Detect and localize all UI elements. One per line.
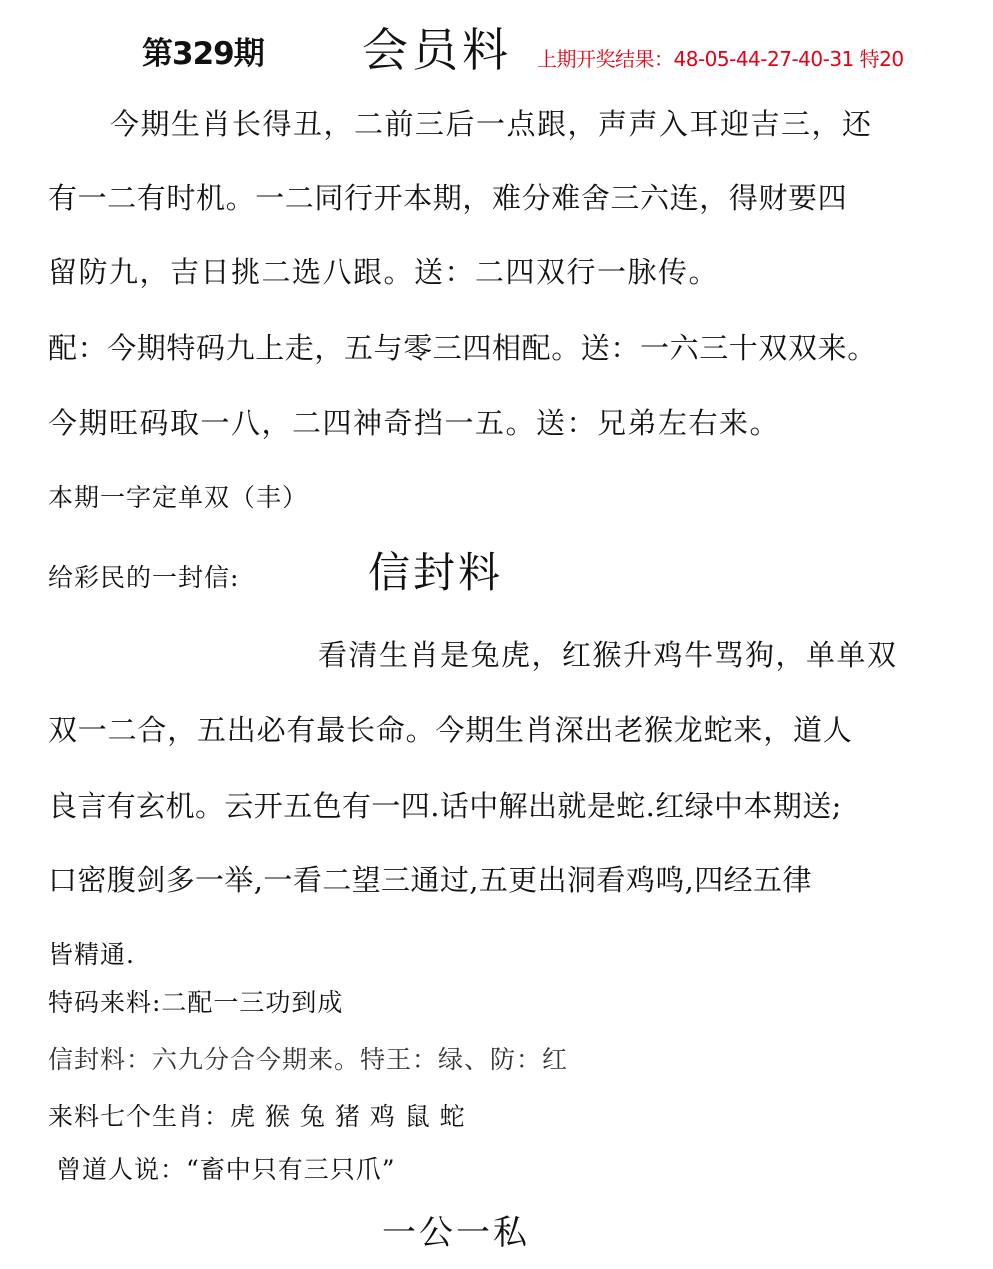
member-line-3: 留防九，吉日挑二选八跟。送：二四双行一脉传。: [48, 255, 720, 289]
footer-text: 一公一私: [382, 1213, 530, 1253]
letter-line-4: 口密腹剑多一举,一看二望三通过,五更出洞看鸡鸣,四经五律: [48, 863, 812, 897]
member-line-2: 有一二有时机。一二同行开本期，难分难舍三六连，得财要四: [48, 181, 848, 215]
special-code-line: 特码来料:二配一三功到成: [48, 988, 344, 1017]
quote-line: 曾道人说：“畜中只有三只爪”: [56, 1155, 396, 1184]
letter-title: 信封料: [368, 548, 504, 597]
letter-label: 给彩民的一封信:: [48, 563, 240, 592]
member-line-4: 配：今期特码九上走，五与零三四相配。送：一六三十双双来。: [48, 331, 877, 365]
issue-number: 第329期: [142, 36, 264, 72]
member-line-5: 今期旺码取一八，二四神奇挡一五。送：兄弟左右来。: [48, 406, 781, 440]
page-title: 会员料: [362, 23, 512, 77]
letter-line-2: 双一二合，五出必有最长命。今期生肖深出老猴龙蛇来，道人: [48, 713, 853, 747]
envelope-line: 信封料：六九分合今期来。特王：绿、防：红: [48, 1045, 569, 1074]
seven-zodiac-line: 来料七个生肖：虎 猴 兔 猪 鸡 鼠 蛇: [48, 1102, 466, 1131]
letter-line-5: 皆精通.: [48, 940, 135, 969]
last-result: 上期开奖结果：48-05-44-27-40-31 特20: [537, 47, 904, 71]
member-line-6: 本期一字定单双（丰）: [48, 483, 309, 512]
letter-line-3: 良言有玄机。云开五色有一四.话中解出就是蛇.红绿中本期送;: [48, 789, 842, 823]
letter-line-1: 看清生肖是兔虎，红猴升鸡牛骂狗，单单双: [318, 638, 898, 672]
member-line-1: 今期生肖长得丑，二前三后一点跟，声声入耳迎吉三，还: [110, 107, 873, 141]
